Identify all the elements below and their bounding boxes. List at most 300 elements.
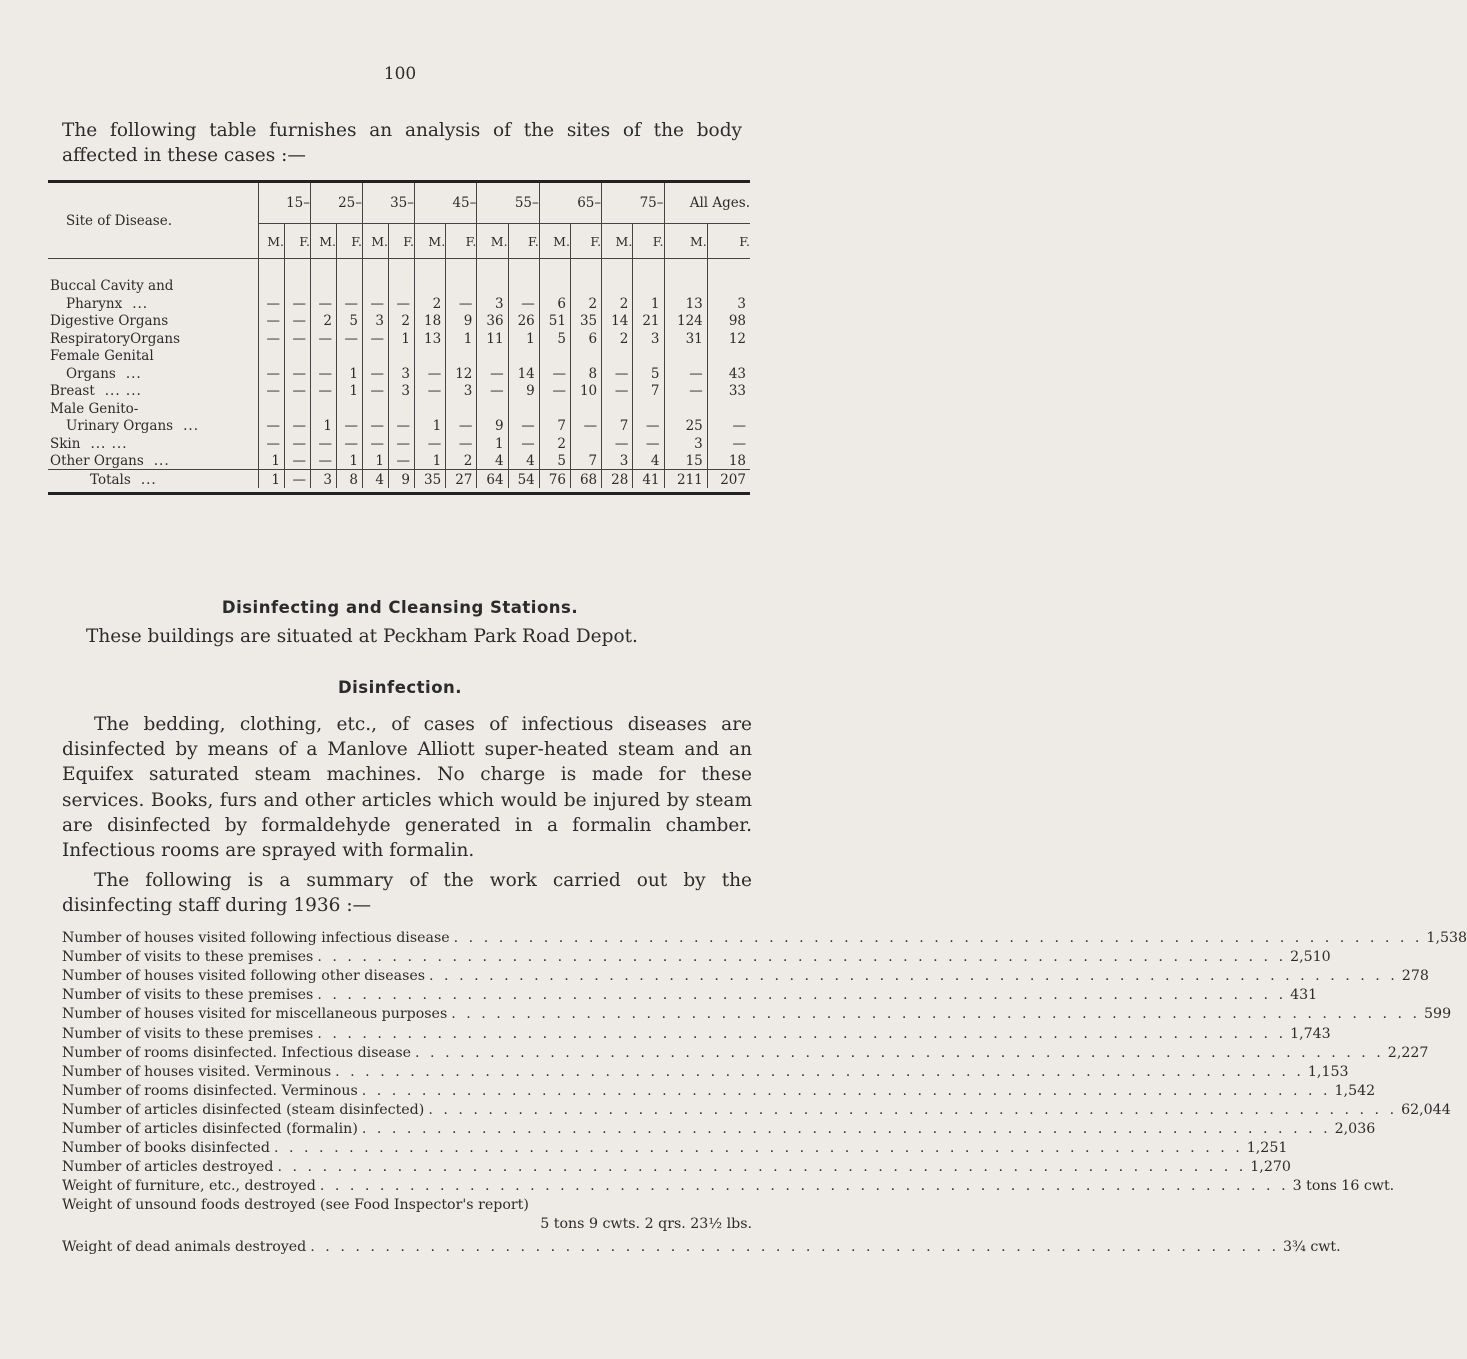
age-group-header: 35– <box>363 183 415 224</box>
table-cell: — <box>363 417 389 435</box>
table-cell: 14 <box>508 364 539 382</box>
sex-header: M. <box>602 224 633 259</box>
summary-value: 1,743 <box>1290 1025 1331 1042</box>
table-cell <box>337 277 363 295</box>
table-cell: 1 <box>415 452 446 470</box>
table-cell: 3 <box>477 294 508 312</box>
table-cell: 54 <box>508 470 539 488</box>
table-cell <box>570 347 601 365</box>
table-cell: 1 <box>259 452 285 470</box>
table-cell: 14 <box>602 312 633 330</box>
summary-label: Number of houses visited following other diseases <box>62 968 426 985</box>
summary-value: 1,251 <box>1246 1140 1288 1157</box>
table-cell: 51 <box>539 312 570 330</box>
summary-label: Number of articles disinfected (steam disinfected) <box>62 1101 425 1118</box>
spacer-cell <box>259 259 285 277</box>
spacer-cell <box>570 259 601 277</box>
sex-header: F. <box>446 224 477 259</box>
table-cell: 31 <box>664 329 707 347</box>
dot-leader: . . . . . . . . . . . . . . . . . . . . . . . . . . . . . . . . . . . . . . . . . . . . . . . . . . . . . . . . . . . . . . . . . <box>317 949 1287 966</box>
dot-leader: ... <box>125 365 142 382</box>
table-cell: 43 <box>707 364 750 382</box>
table-cell <box>477 277 508 295</box>
table-cell: — <box>285 329 311 347</box>
table-cell: 26 <box>508 312 539 330</box>
dot-leader: ... <box>132 295 149 312</box>
row-label-text: Skin <box>50 435 81 452</box>
row-label-text: Male Genito- <box>50 400 139 417</box>
spacer-cell <box>363 259 389 277</box>
row-label <box>48 417 259 435</box>
row-label-text: RespiratoryOrgans <box>50 330 181 347</box>
table-cell: — <box>363 364 389 382</box>
table-cell: — <box>259 382 285 400</box>
table-cell: — <box>285 312 311 330</box>
table-cell <box>446 399 477 417</box>
table-cell: 1 <box>337 452 363 470</box>
age-group-header-row <box>48 183 750 224</box>
dot-leader: . . . . . . . . . . . . . . . . . . . . . . . . . . . . . . . . . . . . . . . . . . . . . . . . . . . . . . . . . . . . . . . . . <box>317 1025 1287 1042</box>
spacer-cell <box>633 259 664 277</box>
summary-label: Number of articles disinfected (formalin) <box>62 1121 358 1138</box>
table-cell <box>664 347 707 365</box>
stations-heading: Disinfecting and Cleansing Stations. <box>221 598 579 617</box>
summary-row <box>62 1118 1376 1138</box>
table-cell <box>285 277 311 295</box>
table-cell: 12 <box>446 364 477 382</box>
table-cell <box>446 277 477 295</box>
sex-header: F. <box>633 224 664 259</box>
table-row <box>48 434 750 452</box>
table-cell: 1 <box>508 329 539 347</box>
disinfection-paragraph <box>62 712 752 863</box>
row-label-text: Organs <box>66 365 116 382</box>
summary-row <box>62 1156 1291 1176</box>
table-cell: — <box>664 382 707 400</box>
summary-value-unsound-foods: 5 tons 9 cwts. 2 qrs. 23½ lbs. <box>540 1216 752 1233</box>
table-cell: 27 <box>446 470 477 488</box>
table-cell: 35 <box>570 312 601 330</box>
table-cell <box>602 399 633 417</box>
spacer-cell <box>602 259 633 277</box>
summary-label: Number of houses visited. Verminous <box>62 1063 332 1080</box>
sex-header: M. <box>311 224 337 259</box>
dot-leader: ... ... <box>90 435 128 452</box>
summary-label: Number of houses visited following infectious disease <box>62 930 450 947</box>
table-cell <box>707 277 750 295</box>
site-header: Site of Disease. <box>48 183 259 259</box>
summary-row <box>62 1042 1429 1061</box>
table-cell <box>311 347 337 365</box>
table-cell: 13 <box>415 329 446 347</box>
table-cell: 124 <box>664 312 707 330</box>
row-label <box>48 470 259 488</box>
table-cell <box>285 347 311 365</box>
table-cell <box>259 399 285 417</box>
table-cell <box>633 347 664 365</box>
table-cell: 2 <box>602 329 633 347</box>
row-label <box>48 364 259 382</box>
table-cell <box>707 347 750 365</box>
table-cell: 68 <box>570 470 601 488</box>
table-cell: 18 <box>707 452 750 470</box>
table-cell: 3 <box>707 294 750 312</box>
table-cell: — <box>311 452 337 470</box>
table-cell: 2 <box>446 452 477 470</box>
table-cell: — <box>311 329 337 347</box>
table-cell <box>477 399 508 417</box>
row-label-text: Other Organs <box>50 453 144 469</box>
table-cell: — <box>415 382 446 400</box>
table-cell <box>415 399 446 417</box>
table-cell: 1 <box>477 434 508 452</box>
table-cell: — <box>259 364 285 382</box>
table-cell: — <box>285 417 311 435</box>
table-cell: — <box>664 364 707 382</box>
table-cell: — <box>285 364 311 382</box>
table-cell: 5 <box>337 312 363 330</box>
table-cell: — <box>446 434 477 452</box>
summary-row <box>62 1099 1451 1118</box>
spacer-cell <box>415 259 446 277</box>
table-cell: 4 <box>477 452 508 470</box>
age-group-header: All Ages. <box>664 183 750 224</box>
table-cell: — <box>602 364 633 382</box>
summary-value: 2,227 <box>1387 1044 1429 1061</box>
table-cell <box>602 277 633 295</box>
table-cell: 1 <box>446 329 477 347</box>
table-cell: 3 <box>389 382 415 400</box>
table-cell: 1 <box>415 417 446 435</box>
table-cell: — <box>570 417 601 435</box>
row-label <box>48 399 259 417</box>
table-cell <box>311 277 337 295</box>
table-cell: 2 <box>539 434 570 452</box>
table-cell: — <box>707 434 750 452</box>
summary-label: Weight of dead animals destroyed <box>62 1238 307 1255</box>
spacer-cell <box>285 259 311 277</box>
age-group-header: 45– <box>415 183 477 224</box>
summary-value: 1,542 <box>1334 1082 1376 1099</box>
spacer-cell <box>337 259 363 277</box>
table-cell: — <box>389 294 415 312</box>
spacer-cell <box>48 259 259 277</box>
table-row <box>48 294 750 312</box>
table-cell: 9 <box>446 312 477 330</box>
summary-value: 62,044 <box>1401 1101 1451 1118</box>
summary-row <box>62 1175 1395 1195</box>
dot-leader: . . . . . . . . . . . . . . . . . . . . . . . . . . . . . . . . . . . . . . . . . . . . . . . . . . . . . . . . . . . . . . . . . <box>429 968 1398 985</box>
summary-label: Number of rooms disinfected. Infectious disease <box>62 1044 412 1061</box>
dot-leader: ... <box>183 418 199 434</box>
table-cell <box>664 277 707 295</box>
table-cell: 9 <box>477 417 508 435</box>
table-cell <box>570 399 601 417</box>
spacer-cell <box>508 259 539 277</box>
spacer-cell <box>707 259 750 277</box>
table-cell <box>337 399 363 417</box>
sex-header: M. <box>477 224 508 259</box>
table-cell: — <box>389 434 415 452</box>
summary-value: 3 tons 16 cwt. <box>1292 1178 1395 1195</box>
dot-leader: . . . . . . . . . . . . . . . . . . . . . . . . . . . . . . . . . . . . . . . . . . . . . . . . . . . . . . . . . . . . . . . . . <box>310 1238 1280 1255</box>
table-cell: 9 <box>508 382 539 400</box>
table-cell: — <box>389 452 415 470</box>
table-cell <box>508 399 539 417</box>
table-cell: — <box>259 329 285 347</box>
table-cell <box>570 434 601 452</box>
row-label <box>48 312 259 330</box>
table-row <box>48 417 750 435</box>
table-cell: 2 <box>602 294 633 312</box>
spacer-cell <box>311 259 337 277</box>
dot-leader: ... ... <box>104 383 142 399</box>
table-cell: 1 <box>337 364 363 382</box>
summary-label: Weight of furniture, etc., destroyed <box>62 1178 316 1195</box>
row-label-text: Breast <box>50 383 95 399</box>
table-cell: 1 <box>311 417 337 435</box>
table-cell: 10 <box>570 382 601 400</box>
table-cell <box>259 277 285 295</box>
table-cell: — <box>311 382 337 400</box>
table-cell: — <box>508 434 539 452</box>
row-label-text: Urinary Organs <box>66 418 174 434</box>
table-cell <box>508 277 539 295</box>
table-cell: 3 <box>602 452 633 470</box>
table-cell: — <box>539 364 570 382</box>
sex-header: F. <box>285 224 311 259</box>
sex-header: F. <box>707 224 750 259</box>
table-cell: 2 <box>570 294 601 312</box>
dot-leader: . . . . . . . . . . . . . . . . . . . . . . . . . . . . . . . . . . . . . . . . . . . . . . . . . . . . . . . . . . . . . . . . . <box>317 987 1287 1004</box>
stations-text: These buildings are situated at Peckham Park Road Depot. <box>86 626 638 647</box>
row-label-text: Buccal Cavity and <box>50 278 174 294</box>
sex-header: F. <box>389 224 415 259</box>
disinfection-heading: Disinfection. <box>337 678 463 697</box>
summary-value: 431 <box>1290 987 1318 1004</box>
table-intro: The following table furnishes an analysis of the sites of the body affected in these cases :— <box>62 120 742 166</box>
table-cell: 12 <box>707 329 750 347</box>
table-cell: 1 <box>633 294 664 312</box>
table-cell: 28 <box>602 470 633 488</box>
table-cell: — <box>508 417 539 435</box>
table-cell <box>539 277 570 295</box>
table-cell <box>311 399 337 417</box>
summary-label: Number of visits to these premises <box>62 949 314 966</box>
table-cell: 3 <box>664 434 707 452</box>
spacer-cell <box>446 259 477 277</box>
table-cell: 18 <box>415 312 446 330</box>
table-cell: 41 <box>633 470 664 488</box>
table-cell: 8 <box>570 364 601 382</box>
table-cell: — <box>259 434 285 452</box>
table-cell: 7 <box>570 452 601 470</box>
table-cell <box>285 399 311 417</box>
dot-leader: . . . . . . . . . . . . . . . . . . . . . . . . . . . . . . . . . . . . . . . . . . . . . . . . . . . . . . . . . . . . . . . . . <box>451 1006 1421 1023</box>
spacer-cell <box>477 259 508 277</box>
table-cell: — <box>311 434 337 452</box>
summary-label: Weight of unsound foods destroyed (see Food Inspector's report) <box>62 1197 529 1214</box>
summary-intro: The following is a summary of the work carried out by the disinfecting staff during 1936 :— <box>62 870 752 917</box>
row-label <box>48 277 259 295</box>
summary-row-unsound-foods <box>62 1194 752 1213</box>
table-row-label <box>48 347 750 365</box>
summary-value: 278 <box>1401 968 1429 985</box>
table-cell: 5 <box>539 329 570 347</box>
summary-row <box>62 984 1318 1004</box>
table-cell: — <box>311 294 337 312</box>
table-cell: — <box>259 417 285 435</box>
table-cell <box>446 347 477 365</box>
table-cell <box>602 347 633 365</box>
table-cell: 7 <box>539 417 570 435</box>
table-cell: — <box>337 434 363 452</box>
sex-header: M. <box>363 224 389 259</box>
table-cell: 7 <box>602 417 633 435</box>
table-cell: 3 <box>363 312 389 330</box>
table-cell <box>363 399 389 417</box>
table-cell: — <box>285 434 311 452</box>
sex-header: M. <box>415 224 446 259</box>
table-cell: — <box>285 382 311 400</box>
page-number: 100 <box>383 64 417 84</box>
age-group-header: 75– <box>602 183 664 224</box>
age-group-header: 15– <box>259 183 311 224</box>
summary-value: 1,538 <box>1426 930 1467 947</box>
spacer-row <box>48 259 750 277</box>
row-label <box>48 382 259 400</box>
table-cell: — <box>415 364 446 382</box>
sites-table-container <box>48 180 750 495</box>
table-cell <box>389 399 415 417</box>
table-cell: 3 <box>446 382 477 400</box>
row-label-text: Female Genital <box>50 348 154 364</box>
table-cell: 4 <box>508 452 539 470</box>
table-row <box>48 329 750 347</box>
table-cell: 1 <box>259 470 285 488</box>
summary-intro-paragraph <box>62 868 752 918</box>
table-cell: — <box>363 294 389 312</box>
table-cell: 5 <box>539 452 570 470</box>
table-cell: 7 <box>633 382 664 400</box>
table-cell: — <box>337 294 363 312</box>
summary-value: 599 <box>1424 1006 1452 1023</box>
row-label-text: Digestive Organs <box>50 313 169 329</box>
sex-header: F. <box>570 224 601 259</box>
totals-row <box>48 470 750 488</box>
dot-leader: . . . . . . . . . . . . . . . . . . . . . . . . . . . . . . . . . . . . . . . . . . . . . . . . . . . . . . . . . . . . . . . . . <box>453 930 1423 947</box>
age-group-header: 25– <box>311 183 363 224</box>
table-cell: — <box>539 382 570 400</box>
table-cell: 98 <box>707 312 750 330</box>
summary-value: 1,270 <box>1250 1159 1291 1176</box>
table-cell <box>570 277 601 295</box>
summary-value: 2,510 <box>1290 949 1331 966</box>
table-row <box>48 452 750 470</box>
table-cell: — <box>415 434 446 452</box>
table-cell <box>633 277 664 295</box>
summary-row <box>62 946 1331 966</box>
table-cell: 2 <box>389 312 415 330</box>
summary-row <box>62 1061 1349 1080</box>
table-cell <box>633 399 664 417</box>
summary-label: Number of books disinfected <box>62 1140 270 1157</box>
table-cell: 25 <box>664 417 707 435</box>
summary-row <box>62 1080 1376 1099</box>
table-cell: — <box>363 329 389 347</box>
table-bottom-rule <box>48 492 750 495</box>
table-cell <box>664 399 707 417</box>
table-cell: 1 <box>389 329 415 347</box>
table-cell: — <box>311 364 337 382</box>
dot-leader: . . . . . . . . . . . . . . . . . . . . . . . . . . . . . . . . . . . . . . . . . . . . . . . . . . . . . . . . . . . . . . . . . <box>361 1082 1331 1099</box>
spacer-cell <box>539 259 570 277</box>
row-label-text: Totals <box>90 471 131 488</box>
row-label <box>48 347 259 365</box>
dot-leader: . . . . . . . . . . . . . . . . . . . . . . . . . . . . . . . . . . . . . . . . . . . . . . . . . . . . . . . . . . . . . . . . . <box>428 1101 1398 1118</box>
table-cell: 13 <box>664 294 707 312</box>
summary-label: Number of articles destroyed <box>62 1159 274 1176</box>
table-cell: 11 <box>477 329 508 347</box>
summary-row <box>62 1022 1331 1042</box>
stations-paragraph <box>62 624 752 649</box>
spacer-cell <box>664 259 707 277</box>
dot-leader: ... <box>140 471 157 488</box>
table-cell: 207 <box>707 470 750 488</box>
table-cell: 35 <box>415 470 446 488</box>
disinfection-text: The bedding, clothing, etc., of cases of infectious diseases are disinfected by means of a Manlove Alliott super-heated steam and an Equifex saturated steam machines. No charge is made for these services. Books, furs and other articles which would be injured by steam are disinfected by formaldehyde generated in a formalin chamber. Infectious rooms are sprayed with formalin. <box>62 714 752 862</box>
table-cell: — <box>285 294 311 312</box>
table-cell: — <box>446 294 477 312</box>
table-cell <box>415 347 446 365</box>
dot-leader: . . . . . . . . . . . . . . . . . . . . . . . . . . . . . . . . . . . . . . . . . . . . . . . . . . . . . . . . . . . . . . . . . <box>415 1044 1384 1061</box>
table-cell: — <box>285 452 311 470</box>
table-cell: 1 <box>363 452 389 470</box>
row-label-text: Pharynx <box>66 295 123 312</box>
table-cell: — <box>508 294 539 312</box>
dot-leader: . . . . . . . . . . . . . . . . . . . . . . . . . . . . . . . . . . . . . . . . . . . . . . . . . . . . . . . . . . . . . . . . . <box>277 1159 1247 1176</box>
table-cell: 8 <box>337 470 363 488</box>
table-cell: 33 <box>707 382 750 400</box>
table-cell: — <box>363 382 389 400</box>
table-cell <box>389 347 415 365</box>
summary-row <box>62 965 1429 985</box>
table-cell <box>539 347 570 365</box>
table-cell: — <box>259 312 285 330</box>
table-cell: 6 <box>539 294 570 312</box>
table-cell: 76 <box>539 470 570 488</box>
summary-value: 1,153 <box>1307 1063 1349 1080</box>
sites-table <box>48 183 750 488</box>
table-row-label <box>48 399 750 417</box>
summary-label: Number of rooms disinfected. Verminous <box>62 1082 358 1099</box>
summary-row <box>62 927 1467 947</box>
table-row-label <box>48 277 750 295</box>
table-cell: 4 <box>363 470 389 488</box>
age-group-header: 65– <box>539 183 601 224</box>
summary-list <box>62 927 1467 1255</box>
table-cell: 21 <box>633 312 664 330</box>
table-row <box>48 312 750 330</box>
table-cell <box>389 277 415 295</box>
table-cell <box>707 399 750 417</box>
table-cell: — <box>707 417 750 435</box>
table-cell: 15 <box>664 452 707 470</box>
table-cell: — <box>477 364 508 382</box>
table-cell <box>337 347 363 365</box>
summary-label: Number of houses visited for miscellaneous purposes <box>62 1006 448 1023</box>
table-cell: — <box>285 470 311 488</box>
